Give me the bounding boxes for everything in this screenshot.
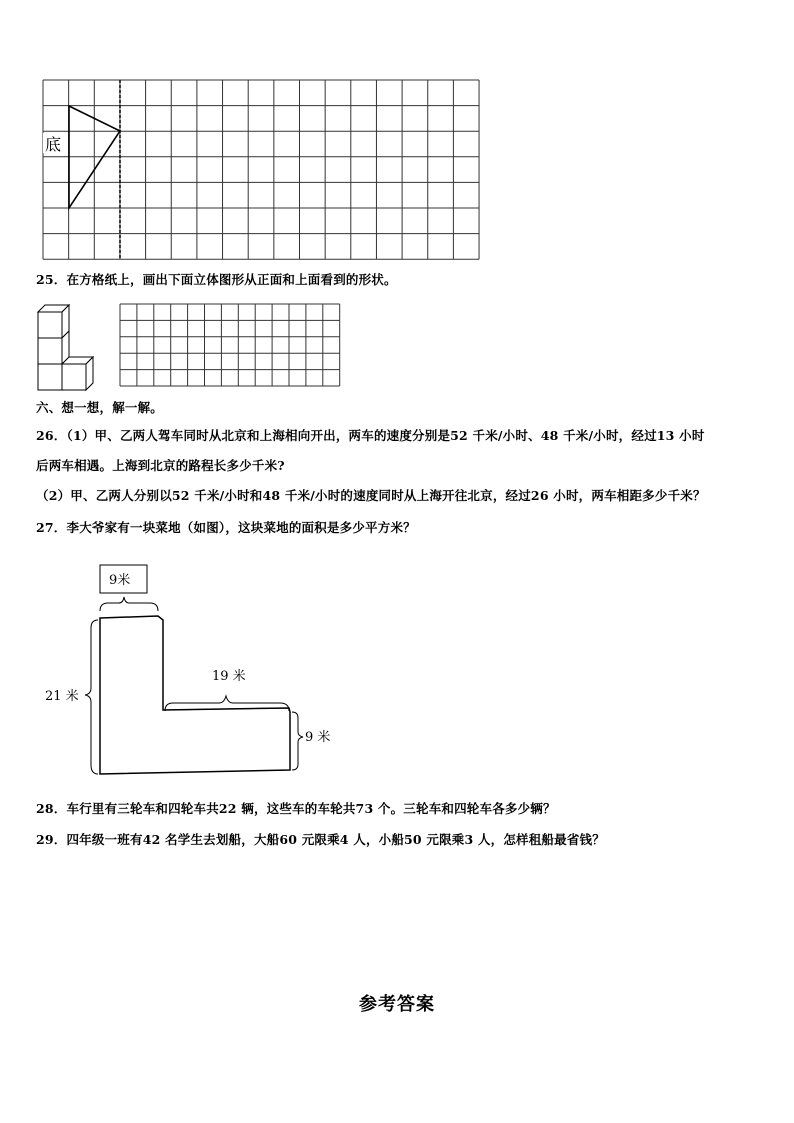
q26-part1-line1: 26．（1）甲、乙两人驾车同时从北京和上海相向开出，两车的速度分别是52 千米/小时、48 千米/小时，经过13 小时 [36, 428, 705, 443]
l-shaped-plot [100, 616, 290, 774]
right-height-label: 9 米 [305, 730, 331, 745]
top-width-label: 9米 [109, 573, 131, 588]
q26-part2: （2）甲、乙两人分别以52 千米/小时和48 千米/小时的速度同时从上海开往北京，经过26 小时，两车相距多少千米？ [36, 488, 706, 503]
q26-part1-line2: 后两车相遇。上海到北京的路程长多少千米? [36, 458, 285, 473]
right-length-label: 19 米 [212, 669, 246, 684]
left-height-label: 21 米 [45, 689, 79, 704]
answers-title: 参考答案 [359, 994, 435, 1015]
q28-text: 28．车行里有三轮车和四轮车共22 辆，这些车的车轮共73 个。三轮车和四轮车各多少辆？ [36, 801, 556, 816]
base-label: 底 [45, 135, 62, 154]
q25-text: 25．在方格纸上，画出下面立体图形从正面和上面看到的形状。 [36, 272, 397, 287]
q27-text: 27．李大爷家有一块菜地（如图），这块菜地的面积是多少平方米？ [36, 520, 416, 535]
section6-title: 六、想一想，解一解。 [36, 400, 164, 415]
q29-text: 29．四年级一班有42 名学生去划船，大船60 元限乘4 人，小船50 元限乘3 人，怎样租船最省钱？ [36, 832, 605, 847]
